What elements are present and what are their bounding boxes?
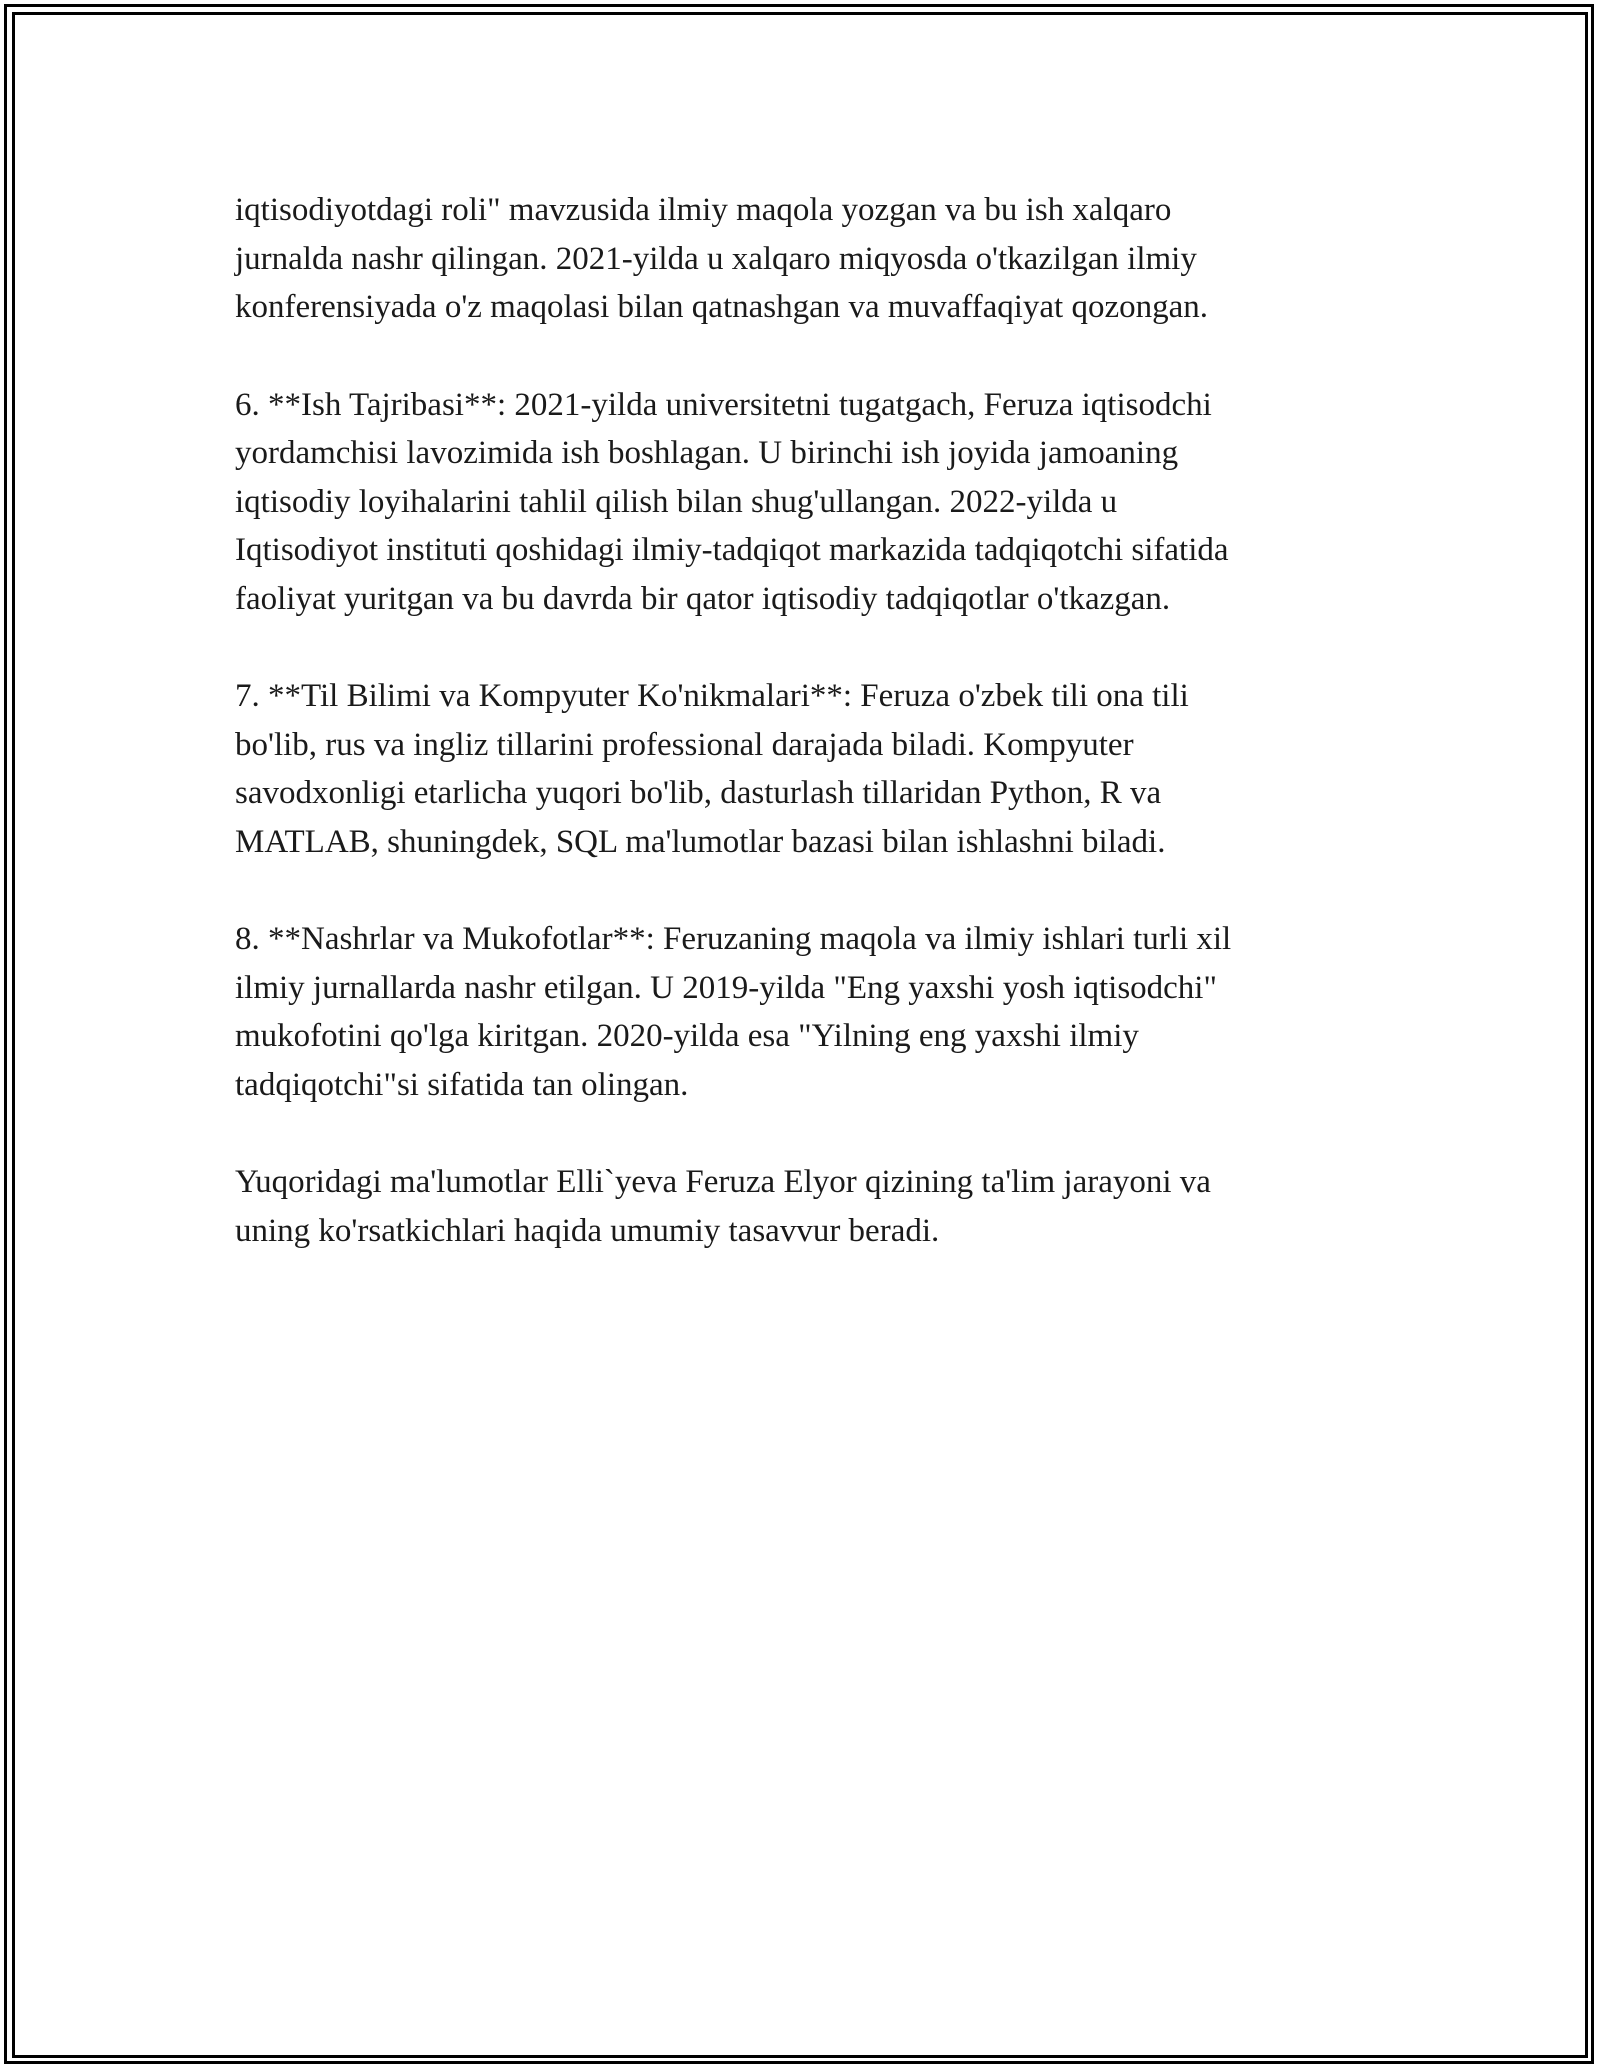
paragraph-conclusion — [235, 1158, 1380, 1255]
text-line: MATLAB, shuningdek, SQL ma'lumotlar bazasi bilan ishlashni biladi. — [235, 823, 1166, 860]
text-line: yordamchisi lavozimida ish boshlagan. U birinchi ish joyida jamoaning — [235, 435, 1179, 471]
text-line: faoliyat yuritgan va bu davrda bir qator iqtisodiy tadqiqotlar o'tkazgan. — [235, 580, 1171, 617]
text-line: mukofotini qo'lga kiritgan. 2020-yilda esa "Yilning eng yaxshi ilmiy — [235, 1018, 1139, 1054]
paragraph-publications-awards — [235, 915, 1380, 1109]
text-line: uning ko'rsatkichlari haqida umumiy tasavvur beradi. — [235, 1212, 940, 1249]
document-body — [235, 186, 1380, 1304]
paragraph-continuation — [235, 186, 1380, 332]
text-line: Iqtisodiyot instituti qoshidagi ilmiy-tadqiqot markazida tadqiqotchi sifatida — [235, 532, 1229, 568]
paragraph-work-experience — [235, 381, 1380, 624]
text-line: bo'lib, rus va ingliz tillarini professional darajada biladi. Kompyuter — [235, 726, 1134, 763]
text-line: savodxonligi etarlicha yuqori bo'lib, dasturlash tillaridan Python, R va — [235, 775, 1162, 811]
text-line: jurnalda nashr qilingan. 2021-yilda u xalqaro miqyosda o'tkazilgan ilmiy — [235, 240, 1197, 277]
text-line: iqtisodiy loyihalarini tahlil qilish bilan shug'ullangan. 2022-yilda u — [235, 483, 1118, 520]
text-line: tadqiqotchi"si sifatida tan olingan. — [235, 1066, 689, 1103]
text-line: ilmiy jurnallarda nashr etilgan. U 2019-yilda "Eng yaxshi yosh iqtisodchi" — [235, 969, 1217, 1006]
text-line: konferensiyada o'z maqolasi bilan qatnashgan va muvaffaqiyat qozongan. — [235, 289, 1209, 325]
paragraph-language-computer-skills — [235, 672, 1380, 866]
text-line: 8. **Nashrlar va Mukofotlar**: Feruzaning maqola va ilmiy ishlari turli xil — [235, 921, 1232, 957]
text-line: Yuqoridagi ma'lumotlar Elli`yeva Feruza Elyor qizining ta'lim jarayoni va — [235, 1164, 1211, 1200]
text-line: 7. **Til Bilimi va Kompyuter Ko'nikmalari**: Feruza o'zbek tili ona tili — [235, 678, 1189, 714]
text-line: 6. **Ish Tajribasi**: 2021-yilda universitetni tugatgach, Feruza iqtisodchi — [235, 386, 1212, 423]
text-line: iqtisodiyotdagi roli" mavzusida ilmiy maqola yozgan va bu ish xalqaro — [235, 192, 1172, 228]
